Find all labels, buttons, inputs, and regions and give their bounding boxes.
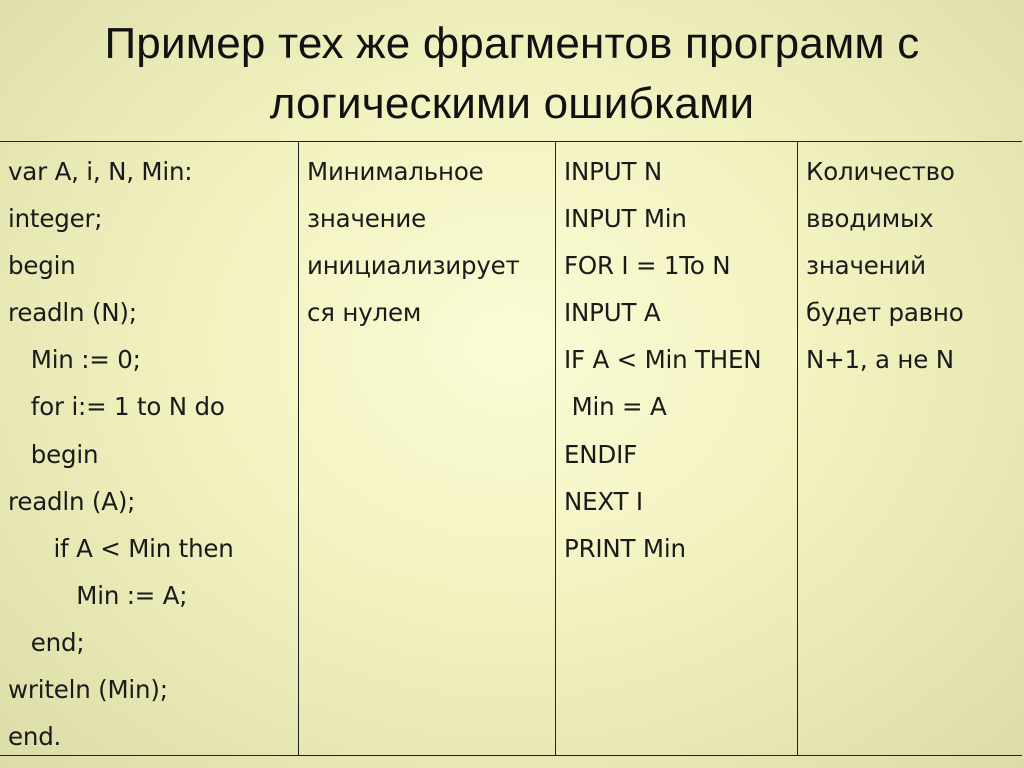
slide-title-line-1: Пример тех же фрагментов программ с [104, 19, 920, 68]
code-line: ENDIF [564, 439, 637, 469]
code-line: INPUT N [564, 157, 662, 186]
comment-line: Минимальное [307, 157, 484, 186]
code-line: readln (A); [8, 486, 136, 516]
slide-title-line-2: логическими ошибками [269, 79, 755, 128]
code-line: NEXT I [564, 486, 643, 516]
pascal-comment-cell [299, 142, 556, 755]
basic-code-cell [556, 142, 798, 755]
code-line: begin [8, 251, 76, 281]
comment-line: ся нулем [307, 298, 422, 328]
comment-line: инициализирует [307, 251, 520, 281]
code-line: IF A < Min THEN [564, 345, 762, 375]
code-line: writeln (Min); [8, 675, 168, 705]
basic-comment-cell [798, 142, 1022, 755]
code-line: var A, i, N, Min: [8, 157, 193, 186]
slide-title [0, 14, 1024, 134]
comment-line: будет равно [806, 298, 964, 328]
comment-line: N+1, а не N [806, 345, 954, 375]
code-line: end; [8, 627, 85, 657]
comment-line: значений [806, 251, 926, 281]
comment-line: значение [307, 204, 427, 234]
code-line: begin [8, 439, 99, 469]
code-line: Min := 0; [8, 345, 141, 375]
code-line: Min := A; [8, 580, 188, 610]
code-line: Min = A [564, 392, 667, 422]
code-comparison-table [0, 141, 1022, 756]
code-line: FOR I = 1To N [564, 251, 731, 281]
code-line: INPUT A [564, 298, 661, 328]
code-line: if A < Min then [8, 533, 234, 563]
code-line: for i:= 1 to N do [8, 392, 225, 422]
code-line: INPUT Min [564, 204, 687, 234]
code-line: end. [8, 722, 62, 752]
pascal-code-cell [0, 142, 299, 755]
comment-line: вводимых [806, 204, 934, 234]
comment-line: Количество [806, 157, 955, 186]
code-line: integer; [8, 204, 103, 234]
code-line: PRINT Min [564, 533, 686, 563]
code-line: readln (N); [8, 298, 137, 328]
